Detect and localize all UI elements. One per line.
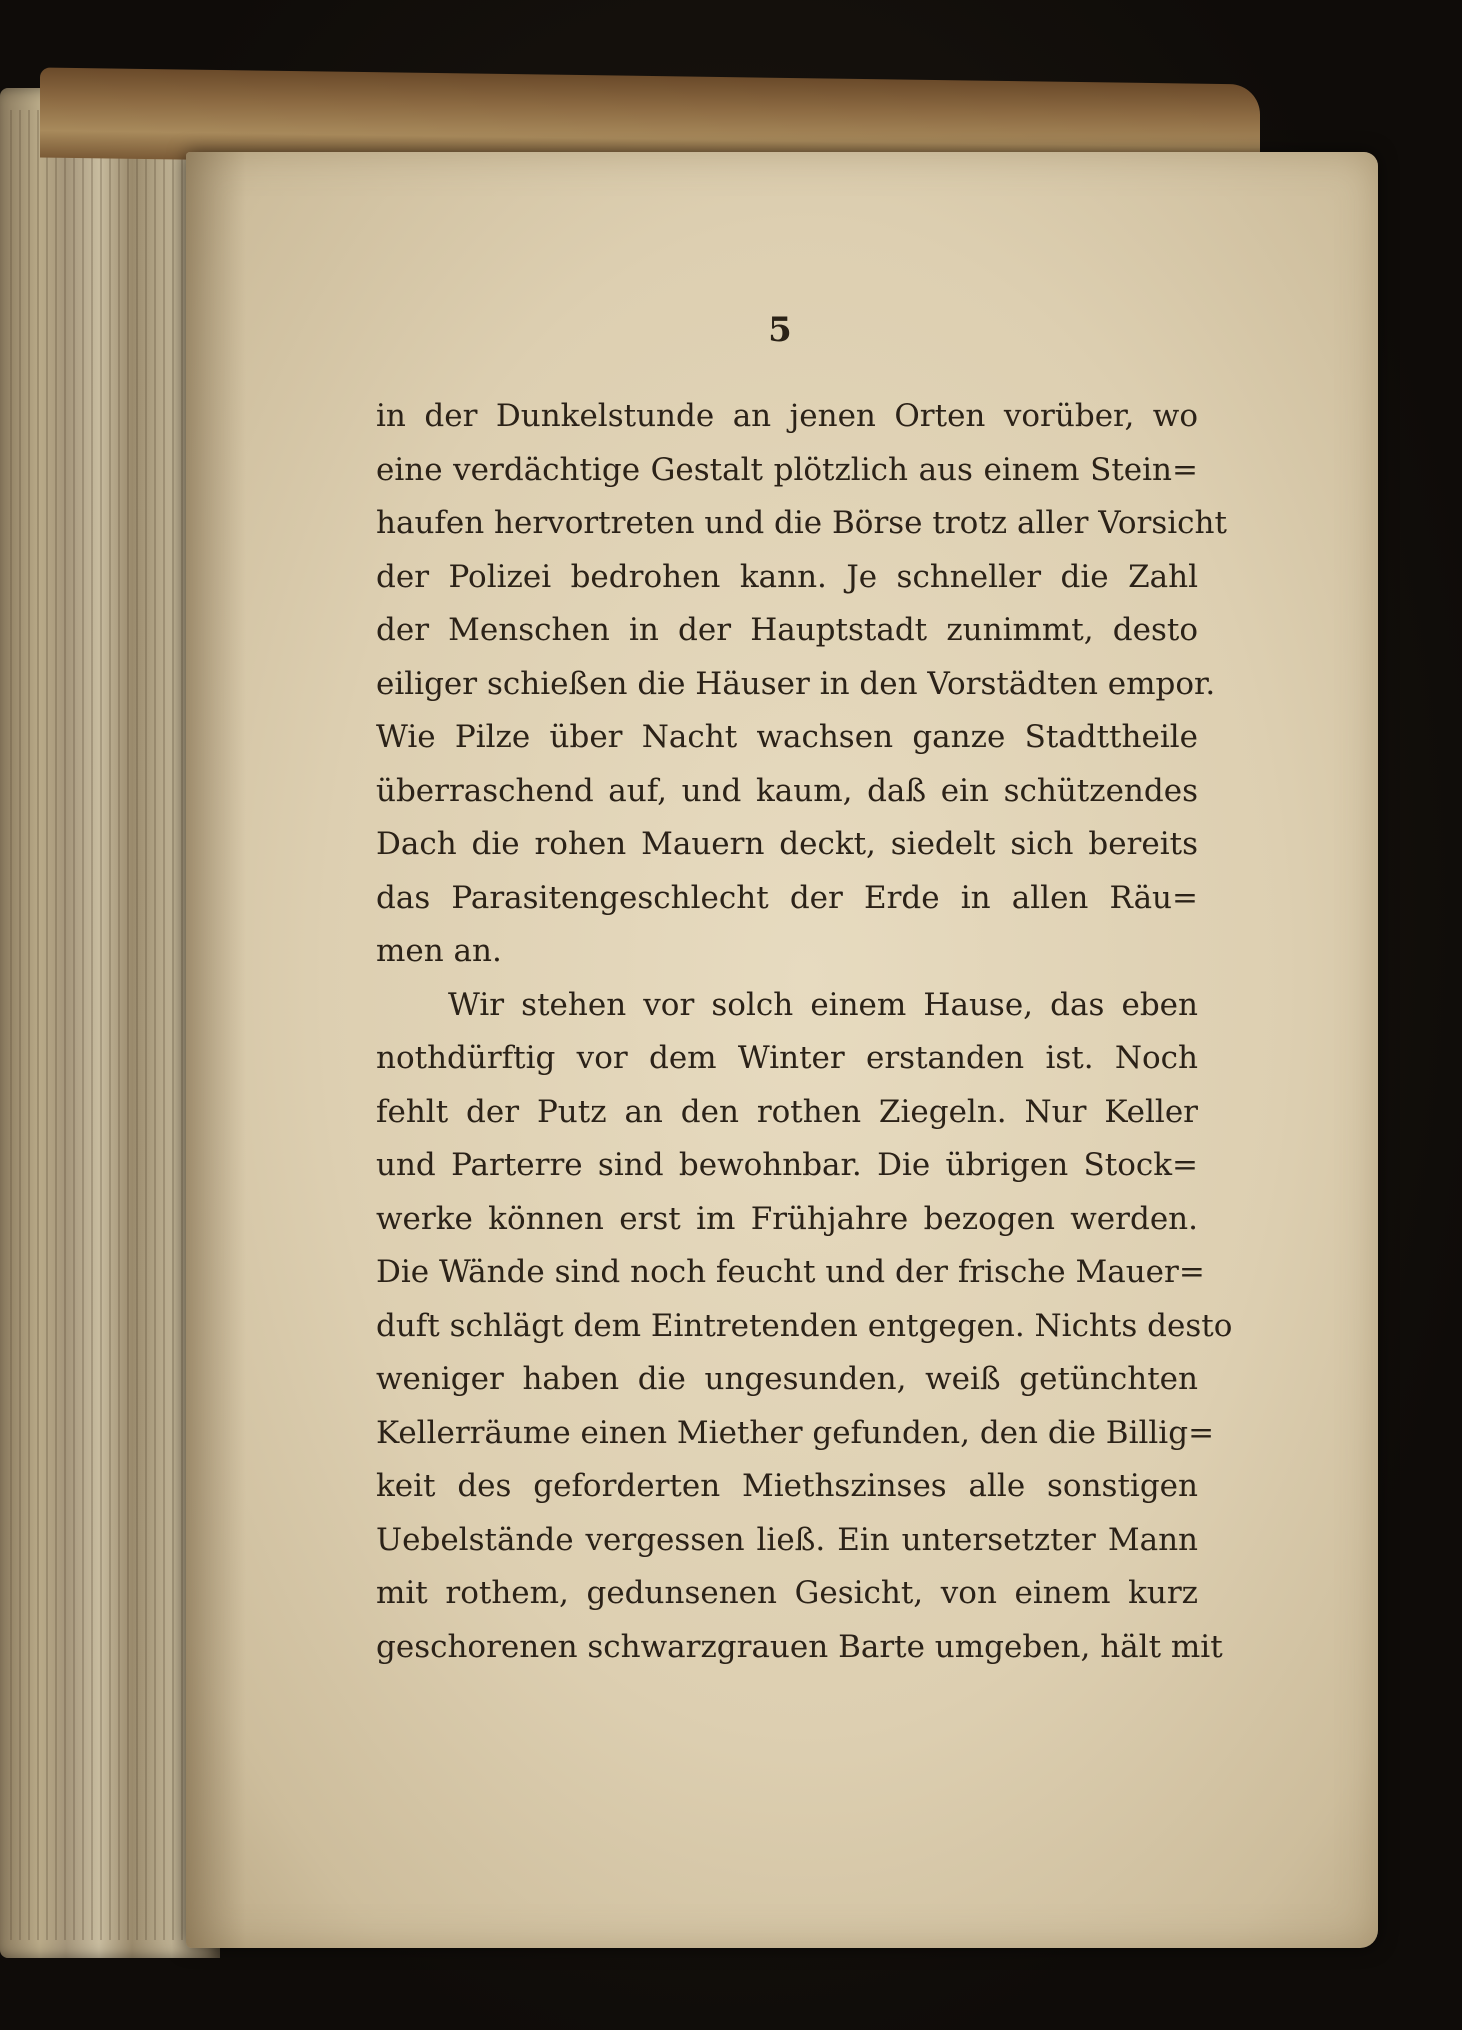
text-line: men an. bbox=[376, 933, 502, 969]
text-line: Wir stehen vor solch einem Hause, das eben bbox=[448, 986, 1198, 1023]
text-line: und Parterre sind bewohnbar. Die übrigen Stock= bbox=[376, 1147, 1198, 1183]
page-edges bbox=[10, 110, 200, 1940]
text-line: das Parasitengeschlecht der Erde in allen Räu= bbox=[376, 879, 1198, 916]
page-gutter-shadow bbox=[186, 152, 246, 1948]
text-line: der Menschen in der Hauptstadt zunimmt, desto bbox=[376, 612, 1198, 648]
text-line: nothdürftig vor dem Winter erstanden ist. Noch bbox=[376, 1040, 1198, 1076]
text-line: eine verdächtige Gestalt plötzlich aus einem Stein= bbox=[376, 451, 1198, 488]
text-line: werke können erst im Frühjahre bezogen werden. bbox=[376, 1200, 1198, 1237]
text-line: Die Wände sind noch feucht und der frische Mauer= bbox=[376, 1254, 1205, 1290]
page-text bbox=[376, 390, 1233, 1674]
text-line: keit des geforderten Miethszinses alle sonstigen bbox=[376, 1468, 1198, 1504]
text-line: Kellerräume einen Miether gefunden, den die Billig= bbox=[376, 1414, 1215, 1451]
text-line: der Polizei bedrohen kann. Je schneller die Zahl bbox=[376, 558, 1198, 595]
text-line: mit rothem, gedunsenen Gesicht, von einem kurz bbox=[376, 1575, 1198, 1611]
text-line: fehlt der Putz an den rothen Ziegeln. Nur Keller bbox=[376, 1093, 1198, 1130]
text-line: Uebelstände vergessen ließ. Ein untersetzter Mann bbox=[376, 1521, 1198, 1558]
text-line: geschorenen schwarzgrauen Barte umgeben, hält mit bbox=[376, 1628, 1223, 1665]
text-line: eiliger schießen die Häuser in den Vorstädten empor. bbox=[376, 665, 1216, 702]
text-line: weniger haben die ungesunden, weiß getünchten bbox=[376, 1361, 1198, 1397]
page-number: 5 bbox=[768, 310, 792, 350]
text-line: Dach die rohen Mauern deckt, siedelt sich bereits bbox=[376, 826, 1198, 862]
text-line: überraschend auf, und kaum, daß ein schützendes bbox=[376, 772, 1198, 809]
text-line: duft schlägt dem Eintretenden entgegen. Nichts desto bbox=[376, 1307, 1233, 1344]
text-line: in der Dunkelstunde an jenen Orten vorüber, wo bbox=[376, 398, 1198, 434]
text-line: haufen hervortreten und die Börse trotz aller Vorsicht bbox=[376, 505, 1227, 541]
text-line: Wie Pilze über Nacht wachsen ganze Stadttheile bbox=[376, 719, 1198, 755]
